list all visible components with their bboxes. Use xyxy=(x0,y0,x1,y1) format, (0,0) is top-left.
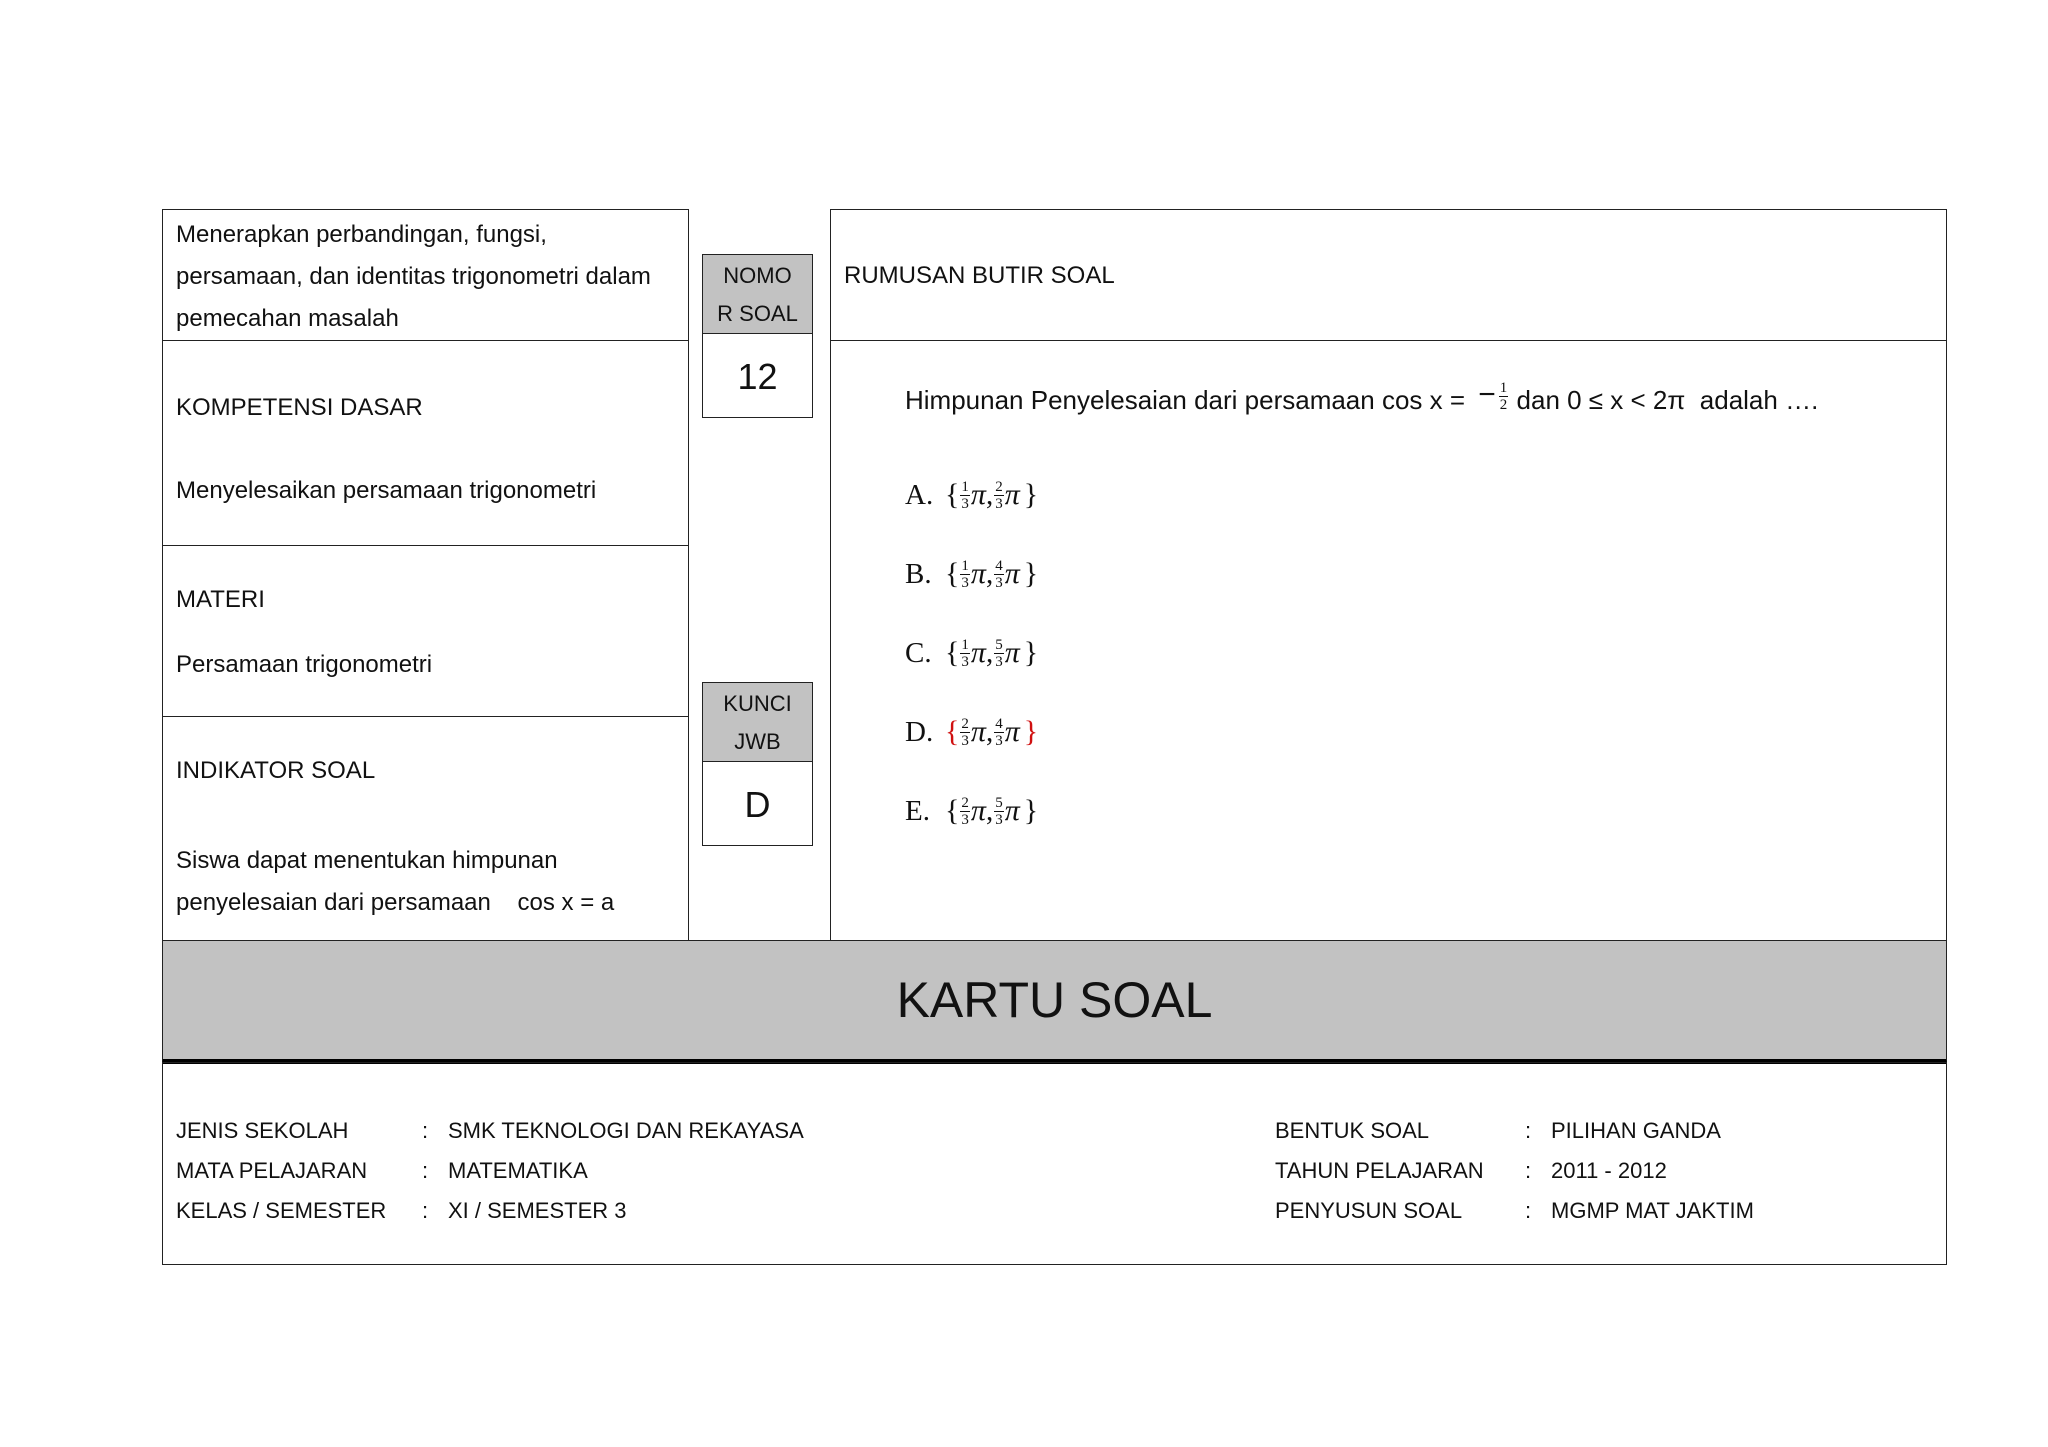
info-separator: : xyxy=(422,1118,429,1143)
fraction-denominator: 3 xyxy=(961,811,969,828)
kunci-jawaban-header xyxy=(702,682,813,762)
pi-symbol: π xyxy=(1004,478,1020,511)
standar-kompetensi-line: pemecahan masalah xyxy=(176,305,399,332)
info-value: SMK TEKNOLOGI DAN REKAYASA xyxy=(448,1118,804,1143)
standar-kompetensi-line: persamaan, dan identitas trigonometri dalam xyxy=(176,263,651,290)
info-value: XI / SEMESTER 3 xyxy=(448,1198,627,1223)
fraction xyxy=(994,558,1004,591)
option-letter: D. xyxy=(905,715,934,748)
question-text-start: Himpunan Penyelesaian dari persamaan cos x = xyxy=(905,384,1473,415)
materi-box xyxy=(162,545,689,717)
brace-open: { xyxy=(945,636,960,669)
fraction-numerator: 5 xyxy=(995,794,1003,811)
comma: , xyxy=(985,636,994,669)
kompetensi-dasar-box xyxy=(162,340,689,546)
option-a xyxy=(905,465,1038,525)
option-letter: A. xyxy=(905,478,934,511)
kompetensi-dasar-heading: KOMPETENSI DASAR xyxy=(176,394,423,421)
info-label: MATA PELAJARAN xyxy=(176,1158,368,1183)
fraction-numerator: 2 xyxy=(995,478,1003,495)
fraction-denominator: 3 xyxy=(961,653,969,670)
question-text-end: dan 0 ≤ x < 2π adalah …. xyxy=(1509,384,1819,415)
pi-symbol: π xyxy=(1004,794,1020,827)
option-letter: B. xyxy=(905,557,932,590)
brace-close: } xyxy=(1023,794,1039,827)
question-text xyxy=(905,375,1818,425)
info-value: MATEMATIKA xyxy=(448,1158,588,1183)
fraction-numerator: 4 xyxy=(995,715,1003,732)
fraction-denominator: 3 xyxy=(995,495,1003,512)
comma: , xyxy=(985,478,994,511)
comma: , xyxy=(985,557,994,590)
materi-text: Persamaan trigonometri xyxy=(176,651,433,678)
info-box xyxy=(162,1062,1947,1265)
info-separator: : xyxy=(422,1158,429,1183)
indikator-line: Siswa dapat menentukan himpunan xyxy=(176,847,558,874)
info-label: BENTUK SOAL xyxy=(1275,1118,1430,1143)
info-separator: : xyxy=(1525,1198,1532,1223)
fraction-denominator: 3 xyxy=(995,653,1003,670)
kunci-jawaban-header-line: JWB xyxy=(734,729,781,754)
pi-symbol: π xyxy=(1004,715,1020,748)
brace-open: { xyxy=(945,794,960,827)
standar-kompetensi-line: Menerapkan perbandingan, fungsi, xyxy=(176,221,547,248)
fraction-numerator: 4 xyxy=(995,557,1003,574)
brace-open: { xyxy=(945,715,960,748)
comma: , xyxy=(985,715,994,748)
indikator-soal-box xyxy=(162,716,689,941)
rumusan-header-box xyxy=(830,209,1947,341)
fraction xyxy=(994,795,1004,828)
fraction-numerator: 1 xyxy=(961,636,969,653)
info-separator: : xyxy=(422,1198,429,1223)
pi-symbol: π xyxy=(970,636,986,669)
brace-open: { xyxy=(945,478,960,511)
fraction xyxy=(960,637,970,670)
comma: , xyxy=(985,794,994,827)
info-value: PILIHAN GANDA xyxy=(1551,1118,1721,1143)
pi-symbol: π xyxy=(1004,636,1020,669)
fraction-numerator: 1 xyxy=(961,557,969,574)
fraction-numerator: 1 xyxy=(961,478,969,495)
pi-symbol: π xyxy=(970,478,986,511)
info-value: MGMP MAT JAKTIM xyxy=(1551,1198,1754,1223)
title-band xyxy=(162,940,1947,1064)
option-letter: E. xyxy=(905,794,930,827)
info-value: 2011 - 2012 xyxy=(1551,1158,1667,1183)
page-title: KARTU SOAL xyxy=(896,972,1213,1028)
nomor-soal-value: 12 xyxy=(702,333,813,418)
materi-heading: MATERI xyxy=(176,586,265,613)
fraction xyxy=(994,637,1004,670)
info-label: TAHUN PELAJARAN xyxy=(1275,1158,1484,1183)
option-e xyxy=(905,781,1038,841)
fraction xyxy=(960,795,970,828)
fraction-denominator: 3 xyxy=(961,495,969,512)
pi-symbol: π xyxy=(970,557,986,590)
fraction-denominator: 2 xyxy=(1499,396,1508,413)
fraction-numerator: 1 xyxy=(1499,379,1508,396)
fraction xyxy=(960,716,970,749)
fraction-denominator: 3 xyxy=(995,811,1003,828)
kunci-jawaban-value: D xyxy=(702,761,813,846)
option-c xyxy=(905,623,1038,683)
brace-close: } xyxy=(1023,557,1039,590)
info-label: JENIS SEKOLAH xyxy=(176,1118,349,1143)
pi-symbol: π xyxy=(970,794,986,827)
fraction-denominator: 3 xyxy=(961,732,969,749)
fraction xyxy=(994,716,1004,749)
option-letter: C. xyxy=(905,636,932,669)
fraction-denominator: 3 xyxy=(995,574,1003,591)
question-fraction xyxy=(1499,380,1509,413)
pi-symbol: π xyxy=(1004,557,1020,590)
fraction xyxy=(960,479,970,512)
option-d xyxy=(905,702,1038,762)
kunci-jawaban-header-line: KUNCI xyxy=(723,691,792,716)
fraction-numerator: 5 xyxy=(995,636,1003,653)
fraction-numerator: 2 xyxy=(961,715,969,732)
fraction-denominator: 3 xyxy=(995,732,1003,749)
brace-close: } xyxy=(1023,478,1039,511)
brace-close: } xyxy=(1023,715,1039,748)
info-separator: : xyxy=(1525,1158,1532,1183)
indikator-heading: INDIKATOR SOAL xyxy=(176,757,376,784)
info-separator: : xyxy=(1525,1118,1532,1143)
nomor-soal-header xyxy=(702,254,813,334)
nomor-soal-header-line: NOMO xyxy=(723,263,792,288)
fraction-denominator: 3 xyxy=(961,574,969,591)
pi-symbol: π xyxy=(970,715,986,748)
minus-sign: − xyxy=(1478,378,1496,411)
standar-kompetensi-box xyxy=(162,209,689,341)
info-label: KELAS / SEMESTER xyxy=(176,1198,387,1223)
kompetensi-dasar-text: Menyelesaikan persamaan trigonometri xyxy=(176,477,597,504)
brace-open: { xyxy=(945,557,960,590)
option-b xyxy=(905,544,1038,604)
brace-close: } xyxy=(1023,636,1039,669)
rumusan-heading: RUMUSAN BUTIR SOAL xyxy=(844,262,1115,289)
fraction-numerator: 2 xyxy=(961,794,969,811)
fraction xyxy=(960,558,970,591)
nomor-soal-header-line: R SOAL xyxy=(717,301,798,326)
indikator-line: penyelesaian dari persamaan cos x = a xyxy=(176,889,615,916)
fraction xyxy=(994,479,1004,512)
info-label: PENYUSUN SOAL xyxy=(1275,1198,1463,1223)
